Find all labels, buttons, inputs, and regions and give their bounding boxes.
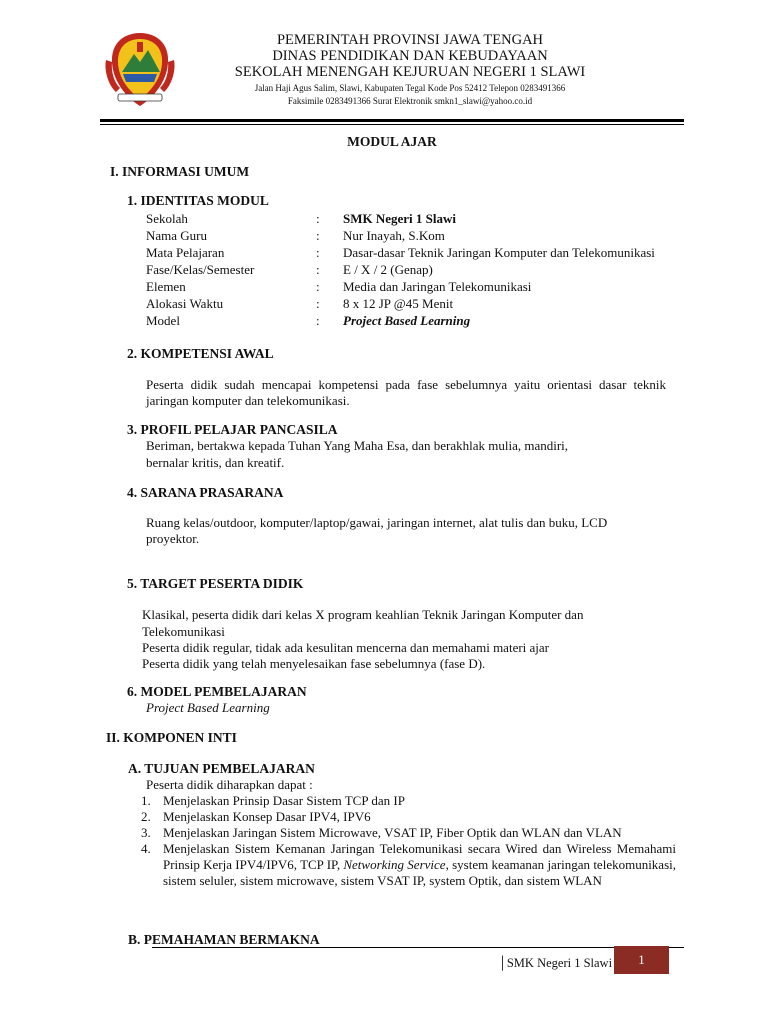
identitas-separator: :: [316, 296, 320, 311]
list-item: 1. Menjelaskan Prinsip Dasar Sistem TCP dan IP: [141, 793, 405, 808]
table-row: [146, 245, 706, 262]
identitas-value: Media dan Jaringan Telekomunikasi: [343, 279, 532, 294]
header-address-1: Jalan Haji Agus Salim, Slawi, Kabupaten Tegal Kode Pos 52412 Telepon 0283491366: [254, 82, 566, 93]
page-number: 1: [614, 946, 669, 974]
profil-line-1: Beriman, bertakwa kepada Tuhan Yang Maha Esa, dan berakhlak mulia, mandiri,: [146, 438, 569, 453]
table-row: [146, 262, 706, 279]
identitas-label: Model: [146, 313, 180, 328]
identitas-label: Sekolah: [146, 211, 188, 226]
pemahaman-heading: B. PEMAHAMAN BERMAKNA: [128, 932, 320, 947]
identitas-separator: :: [316, 211, 320, 226]
sarana-heading: 4. SARANA PRASARANA: [127, 485, 284, 500]
target-line-3: Peserta didik regular, tidak ada kesulitan mencerna dan memahami materi ajar: [142, 640, 550, 655]
identitas-heading: 1. IDENTITAS MODUL: [127, 193, 269, 208]
target-line-4: Peserta didik yang telah menyelesaikan fase sebelumnya (fase D).: [142, 656, 486, 671]
identitas-value: SMK Negeri 1 Slawi: [343, 211, 457, 226]
list-item: 2. Menjelaskan Konsep Dasar IPV4, IPV6: [141, 809, 371, 824]
footer-school: │SMK Negeri 1 Slawi: [498, 956, 613, 970]
header-address-2: Faksimile 0283491366 Surat Elektronik smkn1_slawi@yahoo.co.id: [287, 96, 533, 107]
identitas-separator: :: [316, 245, 320, 260]
target-heading: 5. TARGET PESERTA DIDIK: [127, 576, 304, 591]
table-row: [146, 228, 706, 245]
target-line-1: Klasikal, peserta didik dari kelas X program keahlian Teknik Jaringan Komputer dan: [142, 607, 584, 622]
list-item: 4. Menjelaskan Sistem Kemanan Jaringan Telekomunikasi secara Wired dan Wireless Memahami Prinsip Kerja IPV4/IPV6, TCP IP, Networking Service, system keamanan jaringan telekomunikasi, sistem seluler, sistem microwave, sistem VSAT IP, system Optik, dan sistem WLAN: [141, 841, 676, 888]
document-title: MODUL AJAR: [347, 134, 437, 149]
identitas-value: E / X / 2 (Genap): [343, 262, 433, 277]
model-heading: 6. MODEL PEMBELAJARAN: [127, 684, 307, 699]
identitas-label: Fase/Kelas/Semester: [146, 262, 255, 277]
list-item: 3. Menjelaskan Jaringan Sistem Microwave, VSAT IP, Fiber Optik dan WLAN dan VLAN: [141, 825, 622, 840]
header-line-2: DINAS PENDIDIKAN DAN KEBUDAYAAN: [272, 47, 548, 64]
identitas-value: 8 x 12 JP @45 Menit: [343, 296, 454, 311]
table-row: [146, 296, 706, 313]
identitas-label: Mata Pelajaran: [146, 245, 225, 260]
letterhead-rule-thin: [100, 124, 684, 125]
target-line-2: Telekomunikasi: [142, 624, 225, 639]
identitas-separator: :: [316, 313, 320, 328]
identitas-label: Nama Guru: [146, 228, 208, 243]
footer-rule: [152, 947, 684, 948]
profil-heading: 3. PROFIL PELAJAR PANCASILA: [127, 422, 338, 437]
header-line-1: PEMERINTAH PROVINSI JAWA TENGAH: [276, 32, 544, 48]
sarana-line-1: Ruang kelas/outdoor, komputer/laptop/gawai, jaringan internet, alat tulis dan buku, LCD: [146, 515, 608, 530]
identitas-separator: :: [316, 279, 320, 294]
identitas-value: Project Based Learning: [343, 313, 471, 328]
section-1-heading: I. INFORMASI UMUM: [110, 164, 250, 179]
provincial-seal-icon: [104, 30, 176, 110]
model-text: Project Based Learning: [146, 700, 270, 715]
kompetensi-heading: 2. KOMPETENSI AWAL: [127, 346, 274, 361]
identitas-label: Elemen: [146, 279, 186, 294]
tujuan-list: [141, 793, 676, 889]
kompetensi-text: Peserta didik sudah mencapai kompetensi pada fase sebelumnya yaitu orientasi dasar teknik jaringan komputer dan telekomunikasi.: [146, 377, 666, 408]
identitas-separator: :: [316, 262, 320, 277]
section-2-heading: II. KOMPONEN INTI: [106, 730, 237, 745]
profil-line-2: bernalar kritis, dan kreatif.: [146, 455, 285, 470]
identitas-separator: :: [316, 228, 320, 243]
tujuan-heading: A. TUJUAN PEMBELAJARAN: [128, 761, 315, 776]
identitas-value: Dasar-dasar Teknik Jaringan Komputer dan Telekomunikasi: [343, 245, 655, 260]
identitas-table: [146, 211, 706, 330]
identitas-value: Nur Inayah, S.Kom: [343, 228, 445, 243]
letterhead: [180, 33, 640, 107]
header-line-3: SEKOLAH MENENGAH KEJURUAN NEGERI 1 SLAWI: [234, 63, 586, 80]
letterhead-rule-thick: [100, 119, 684, 122]
table-row: [146, 279, 706, 296]
table-row: [146, 211, 706, 228]
identitas-label: Alokasi Waktu: [146, 296, 224, 311]
sarana-line-2: proyektor.: [146, 531, 200, 546]
table-row: [146, 313, 706, 330]
tujuan-intro: Peserta didik diharapkan dapat :: [146, 777, 313, 792]
